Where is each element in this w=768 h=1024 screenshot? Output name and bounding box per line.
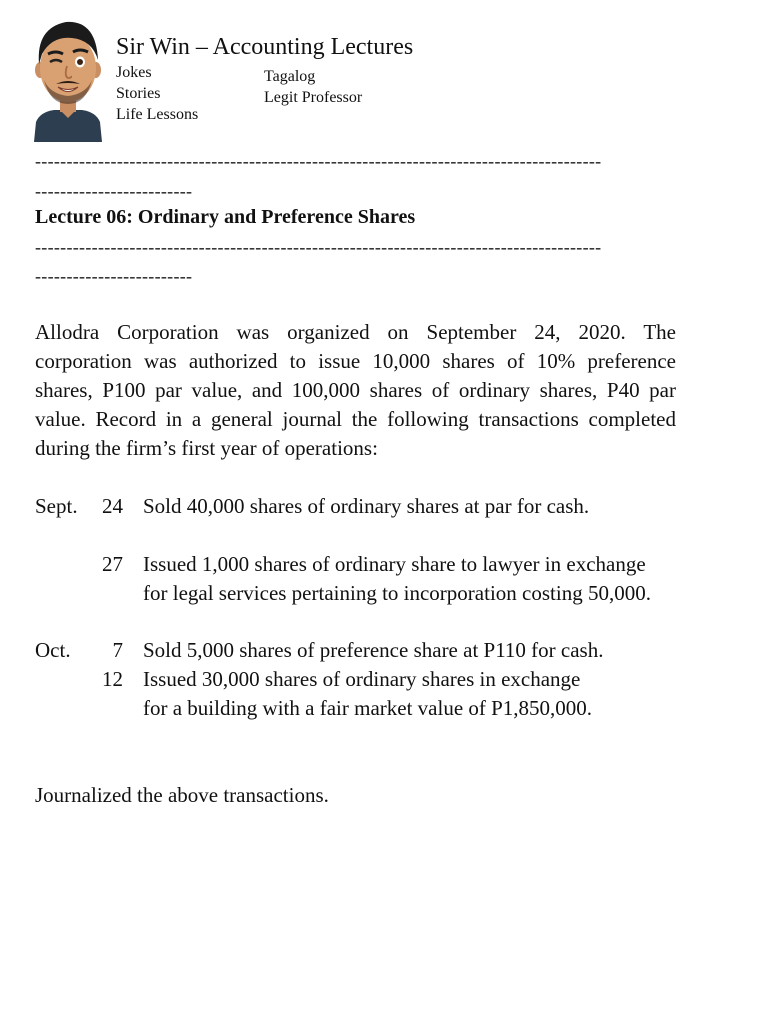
transaction-date — [35, 550, 123, 579]
transaction-date — [35, 636, 123, 665]
transaction-day: 27 — [102, 552, 123, 576]
lecture-title: Lecture 06: Ordinary and Preference Shares — [35, 206, 416, 228]
transaction-description: Issued 30,000 shares of ordinary shares in exchange for a building with a fair market value of P1,850,000. — [143, 667, 593, 720]
tag-life-lessons: Life Lessons — [116, 106, 199, 123]
transaction-day: 12 — [102, 667, 123, 691]
transaction-day: 7 — [112, 638, 123, 662]
tag-legit-professor: Legit Professor — [264, 89, 363, 106]
separator-line: ------------------------- — [35, 266, 193, 286]
separator-line: ------------------------------------------------------------------------------------------ — [35, 151, 602, 171]
lecture-series-title: Sir Win – Accounting Lectures — [116, 34, 414, 60]
transaction-date — [35, 665, 123, 694]
tag-tagalog: Tagalog — [264, 68, 316, 85]
intro-paragraph: Allodra Corporation was organized on September 24, 2020. The corporation was authorized to issue 10,000 shares of 10% preference shares, P100 par value, and 100,000 shares of ordinary shares, P40 par value. Record in a general journal the following transactions completed during the firm’s first year of operations: — [35, 320, 676, 460]
separator-line: ------------------------------------------------------------------------------------------ — [35, 237, 602, 257]
tag-jokes: Jokes — [116, 64, 152, 81]
transaction-month: Sept. — [35, 494, 78, 518]
transaction-description: Issued 1,000 shares of ordinary share to lawyer in exchange for legal services pertaining to incorporation costing 50,000. — [143, 552, 651, 605]
tags-right — [264, 66, 362, 108]
transaction-date — [35, 492, 123, 521]
separator-line: ------------------------- — [35, 181, 193, 201]
transaction-month: Oct. — [35, 638, 71, 662]
tag-stories: Stories — [116, 85, 161, 102]
tags-left — [116, 62, 198, 125]
transaction-description: Sold 40,000 shares of ordinary shares at par for cash. — [143, 494, 590, 518]
closing-instruction: Journalized the above transactions. — [35, 783, 329, 807]
avatar-icon — [30, 14, 106, 142]
transaction-description: Sold 5,000 shares of preference share at P110 for cash. — [143, 638, 604, 662]
transaction-day: 24 — [102, 494, 123, 518]
